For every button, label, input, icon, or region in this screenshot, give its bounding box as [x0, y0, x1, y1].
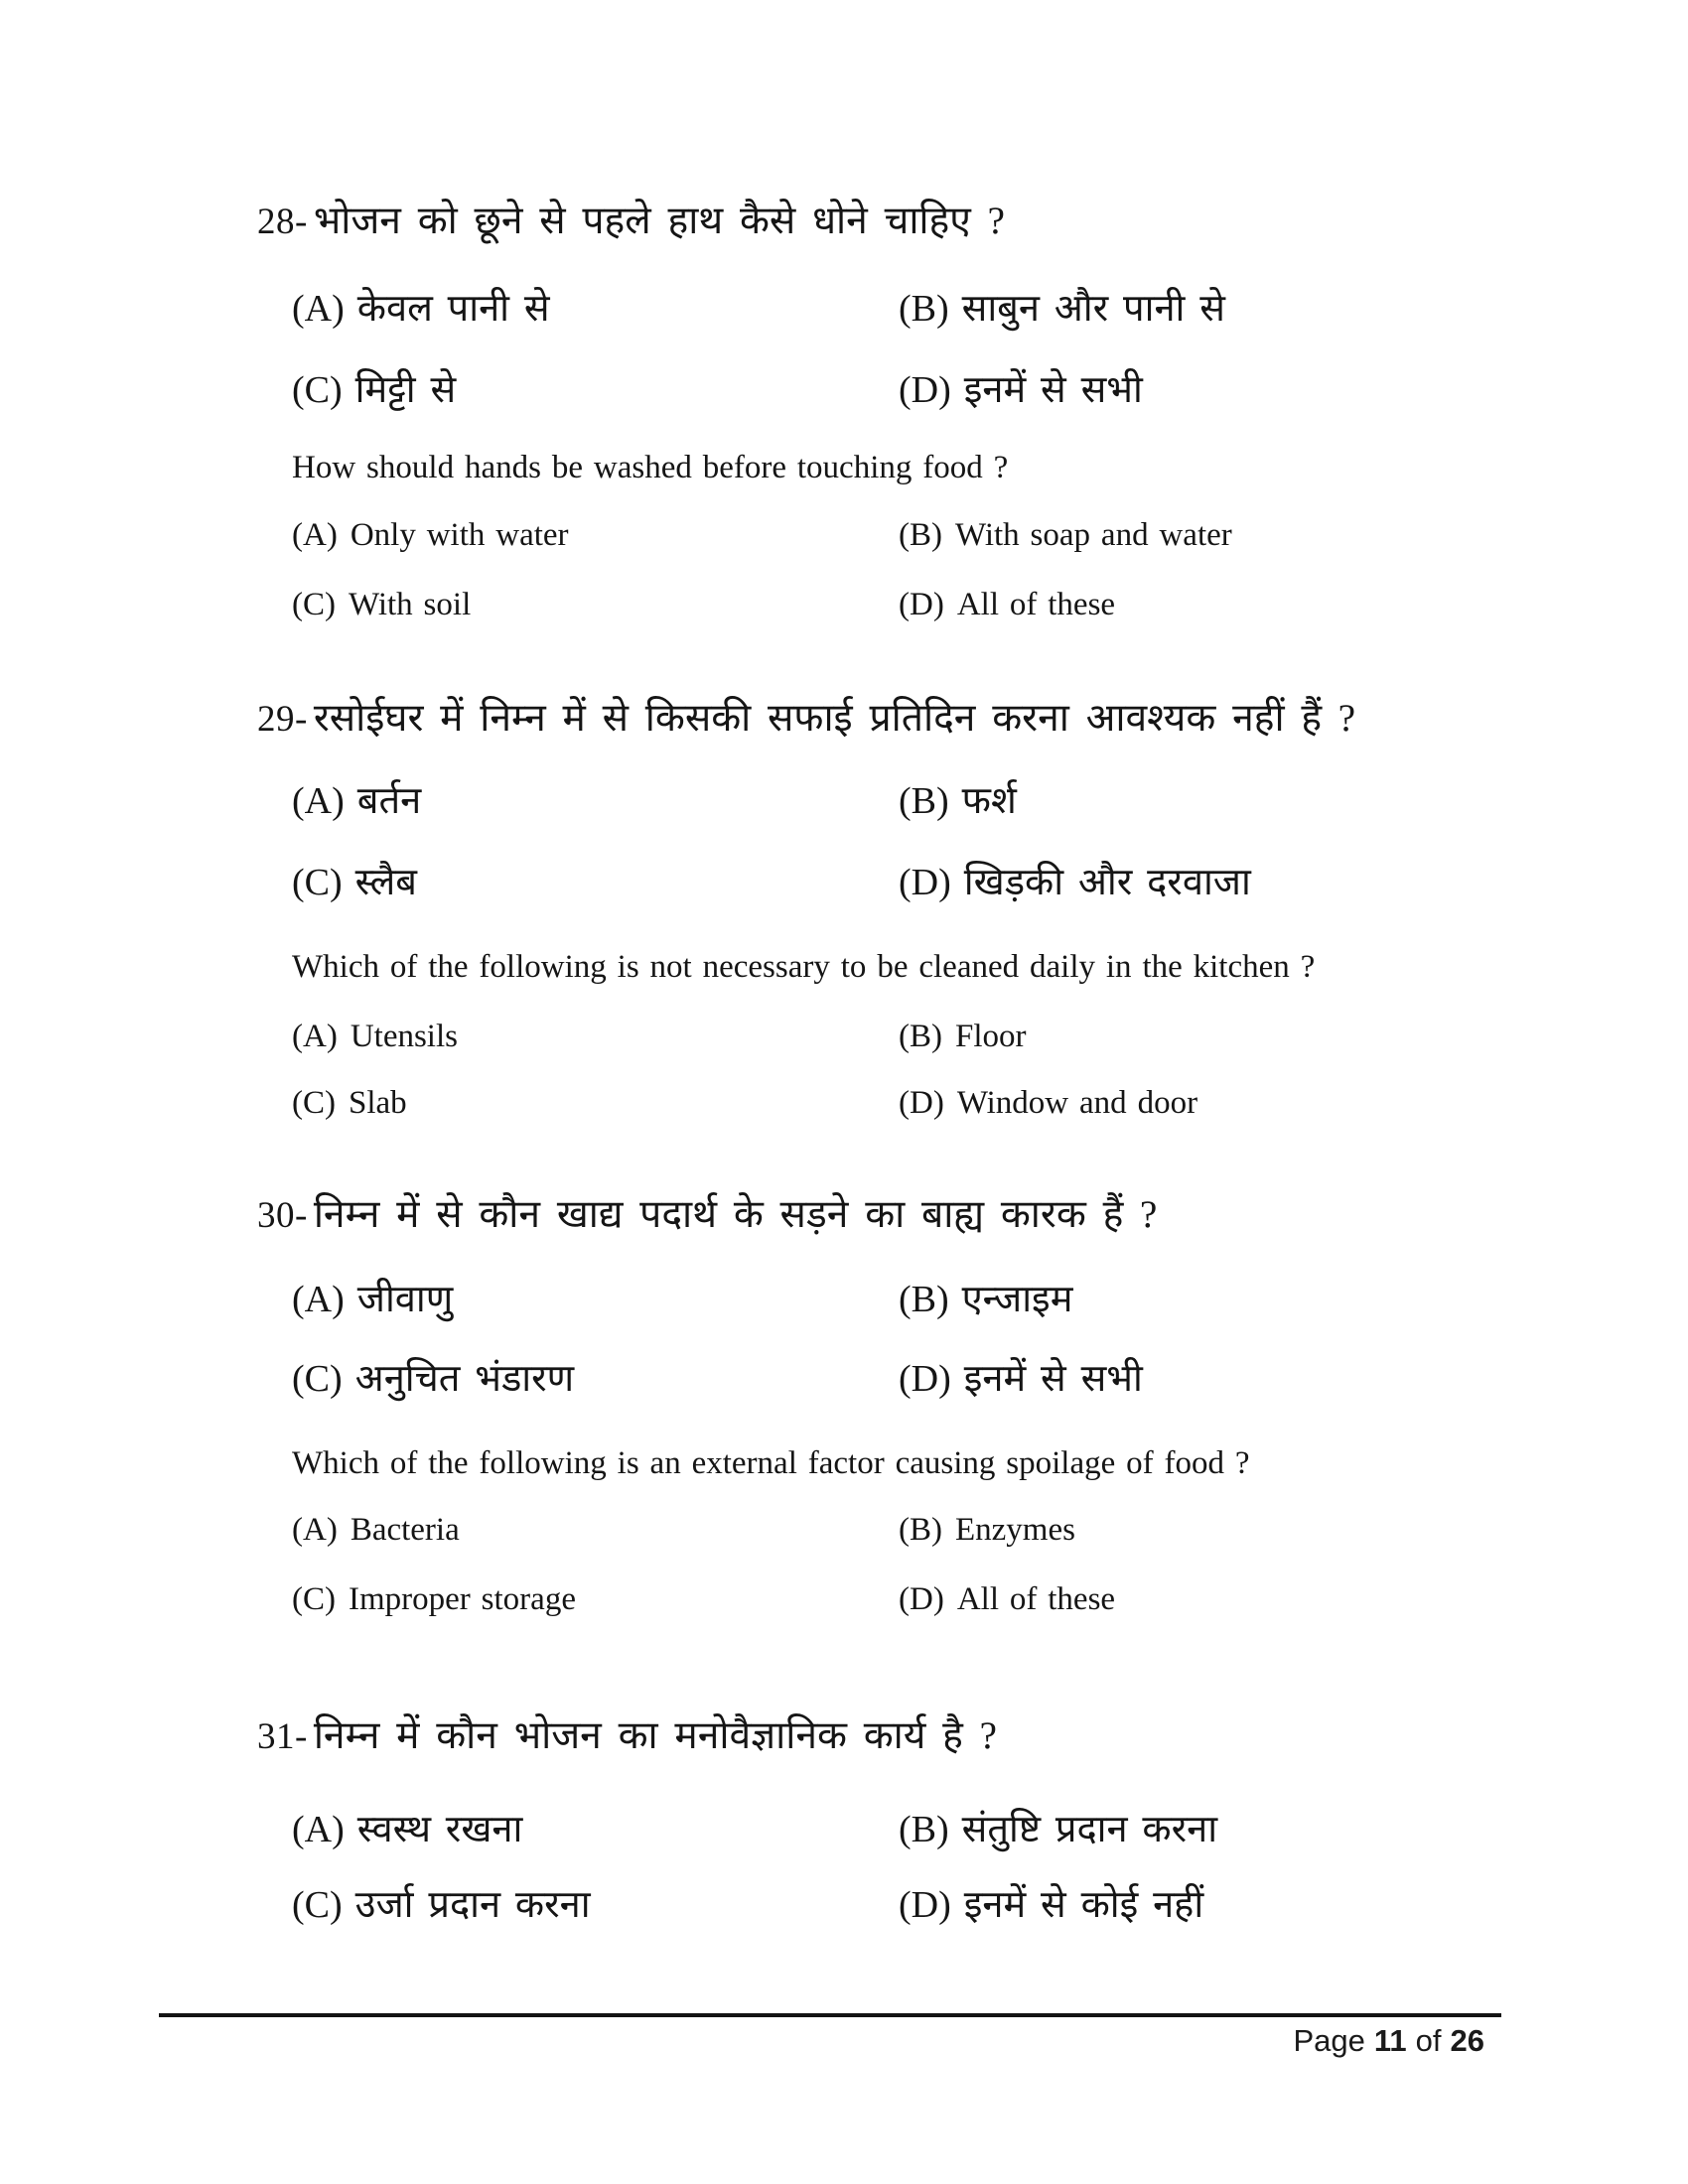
- question-29-hindi-option-a: [292, 778, 421, 824]
- option-text: Enzymes: [955, 1512, 1075, 1548]
- question-29-english-option-b: [899, 1016, 1027, 1057]
- question-30-english-options-row-1: [0, 1509, 1688, 1561]
- option-label: (D): [899, 1884, 951, 1926]
- option-label: (D): [899, 1581, 944, 1617]
- question-30-hindi-options-row-1: [0, 1277, 1688, 1328]
- option-label: (D): [899, 1358, 951, 1400]
- option-text: जीवाणु: [356, 1279, 454, 1320]
- question-29-hindi-line: [257, 696, 1355, 743]
- option-text: All of these: [956, 1581, 1116, 1617]
- question-30-hindi-options-row-2: [0, 1356, 1688, 1408]
- question-29-english-text: Which of the following is not necessary to be cleaned daily in the kitchen ?: [292, 949, 1316, 985]
- option-label: (B): [899, 1279, 949, 1320]
- question-28-english-option-b: [899, 514, 1232, 556]
- question-29-hindi-option-b: [899, 778, 1017, 824]
- option-label: (C): [292, 1358, 343, 1400]
- option-text: Bacteria: [350, 1512, 460, 1548]
- question-30-english-option-b: [899, 1509, 1075, 1551]
- option-text: साबुन और पानी से: [961, 288, 1225, 330]
- option-label: (B): [899, 517, 942, 553]
- option-label: (B): [899, 1019, 942, 1054]
- option-text: अनुचित भंडारण: [354, 1358, 575, 1400]
- option-text: खिड़की और दरवाजा: [963, 862, 1251, 903]
- option-label: (C): [292, 1884, 343, 1926]
- question-28-hindi-options-row-2: [0, 367, 1688, 419]
- option-text: फर्श: [961, 780, 1017, 822]
- option-label: (C): [292, 1085, 336, 1121]
- option-label: (D): [899, 1085, 944, 1121]
- question-31-hindi-option-d: [899, 1882, 1203, 1928]
- option-label: (B): [899, 1809, 949, 1850]
- option-text: इनमें से सभी: [963, 369, 1143, 411]
- question-29-hindi-options-row-2: [0, 860, 1688, 911]
- question-30-hindi-option-c: [292, 1356, 574, 1402]
- option-label: (A): [292, 1512, 338, 1548]
- option-label: (C): [292, 369, 343, 411]
- question-31-hindi-option-c: [292, 1882, 591, 1928]
- option-text: With soil: [349, 587, 472, 622]
- question-28-english-options-row-1: [0, 514, 1688, 566]
- option-text: Window and door: [956, 1085, 1198, 1121]
- of-label: of: [1415, 2023, 1442, 2058]
- question-30-hindi-text: निम्न में से कौन खाद्य पदार्थ के सड़ने का बाह्य कारक हैं ?: [313, 1193, 1158, 1236]
- question-29-english-option-a: [292, 1016, 458, 1057]
- question-28-hindi-text: भोजन को छूने से पहले हाथ कैसे धोने चाहिए ?: [313, 200, 1005, 242]
- question-29-english-option-d: [899, 1082, 1197, 1124]
- question-28-english-options-row-2: [0, 584, 1688, 635]
- total-pages: 26: [1450, 2023, 1484, 2058]
- question-28-hindi-line: [257, 199, 1005, 245]
- option-label: (A): [292, 780, 345, 822]
- question-28-english-option-c: [292, 584, 471, 625]
- option-label: (B): [899, 288, 949, 330]
- option-label: (B): [899, 780, 949, 822]
- option-text: एन्जाइम: [961, 1279, 1073, 1320]
- question-30-hindi-option-b: [899, 1277, 1072, 1322]
- question-28-number: 28-: [257, 202, 308, 242]
- option-text: बर्तन: [356, 780, 422, 822]
- option-label: (D): [899, 862, 951, 903]
- option-label: (A): [292, 1019, 338, 1054]
- option-label: (A): [292, 1279, 345, 1320]
- option-text: स्लैब: [354, 862, 417, 903]
- question-30-hindi-option-a: [292, 1277, 453, 1322]
- question-30-hindi-line: [257, 1192, 1157, 1239]
- footer-rule: [159, 2013, 1501, 2017]
- option-text: Improper storage: [349, 1581, 576, 1617]
- question-29-number: 29-: [257, 699, 308, 740]
- option-label: (A): [292, 1809, 345, 1850]
- question-31-hindi-option-a: [292, 1807, 522, 1852]
- question-29-english-option-c: [292, 1082, 407, 1124]
- question-31-hindi-options-row-1: [0, 1807, 1688, 1858]
- question-28-hindi-option-a: [292, 286, 550, 332]
- question-29-hindi-option-c: [292, 860, 417, 905]
- option-text: इनमें से सभी: [963, 1358, 1143, 1400]
- option-text: All of these: [956, 587, 1116, 622]
- question-31-number: 31-: [257, 1716, 308, 1757]
- question-30-english-text: Which of the following is an external factor causing spoilage of food ?: [292, 1445, 1250, 1481]
- question-29-hindi-text: रसोईघर में निम्न में से किसकी सफाई प्रतिदिन करना आवश्यक नहीं हैं ?: [313, 697, 1356, 740]
- option-text: With soap and water: [955, 517, 1232, 553]
- option-text: Utensils: [350, 1019, 458, 1054]
- question-30-number: 30-: [257, 1195, 308, 1236]
- page-label: Page: [1293, 2023, 1365, 2058]
- question-30-hindi-option-d: [899, 1356, 1143, 1402]
- question-30-english-option-a: [292, 1509, 460, 1551]
- option-text: Slab: [349, 1085, 407, 1121]
- option-text: उर्जा प्रदान करना: [354, 1884, 591, 1926]
- question-31-hindi-text: निम्न में कौन भोजन का मनोवैज्ञानिक कार्य है ?: [313, 1714, 997, 1757]
- question-30-english-options-row-2: [0, 1578, 1688, 1630]
- option-label: (A): [292, 517, 338, 553]
- question-29-english-options-row-2: [0, 1082, 1688, 1134]
- question-31-hindi-line: [257, 1713, 997, 1760]
- question-30-english-option-d: [899, 1578, 1115, 1620]
- question-28-english-option-a: [292, 514, 569, 556]
- option-text: Floor: [955, 1019, 1027, 1054]
- option-text: इनमें से कोई नहीं: [963, 1884, 1204, 1926]
- question-29-hindi-option-d: [899, 860, 1251, 905]
- current-page: 11: [1373, 2023, 1407, 2058]
- question-29-english-options-row-1: [0, 1016, 1688, 1067]
- question-28-hindi-option-b: [899, 286, 1225, 332]
- question-28-hindi-option-d: [899, 367, 1143, 413]
- question-31-hindi-options-row-2: [0, 1882, 1688, 1934]
- option-label: (A): [292, 288, 345, 330]
- option-text: मिट्टी से: [354, 369, 457, 411]
- option-label: (D): [899, 587, 944, 622]
- option-text: Only with water: [350, 517, 569, 553]
- option-label: (C): [292, 1581, 336, 1617]
- option-label: (D): [899, 369, 951, 411]
- question-28-english-option-d: [899, 584, 1115, 625]
- question-30-english-option-c: [292, 1578, 576, 1620]
- question-29-hindi-options-row-1: [0, 778, 1688, 830]
- question-28-english-text: How should hands be washed before touching food ?: [292, 450, 1009, 485]
- option-label: (C): [292, 587, 336, 622]
- option-label: (C): [292, 862, 343, 903]
- page-number: [1293, 2022, 1484, 2060]
- option-text: संतुष्टि प्रदान करना: [961, 1809, 1218, 1850]
- question-28-hindi-option-c: [292, 367, 456, 413]
- option-text: स्वस्थ रखना: [356, 1809, 523, 1850]
- option-label: (B): [899, 1512, 942, 1548]
- option-text: केवल पानी से: [356, 288, 550, 330]
- question-28-hindi-options-row-1: [0, 286, 1688, 338]
- question-31-hindi-option-b: [899, 1807, 1217, 1852]
